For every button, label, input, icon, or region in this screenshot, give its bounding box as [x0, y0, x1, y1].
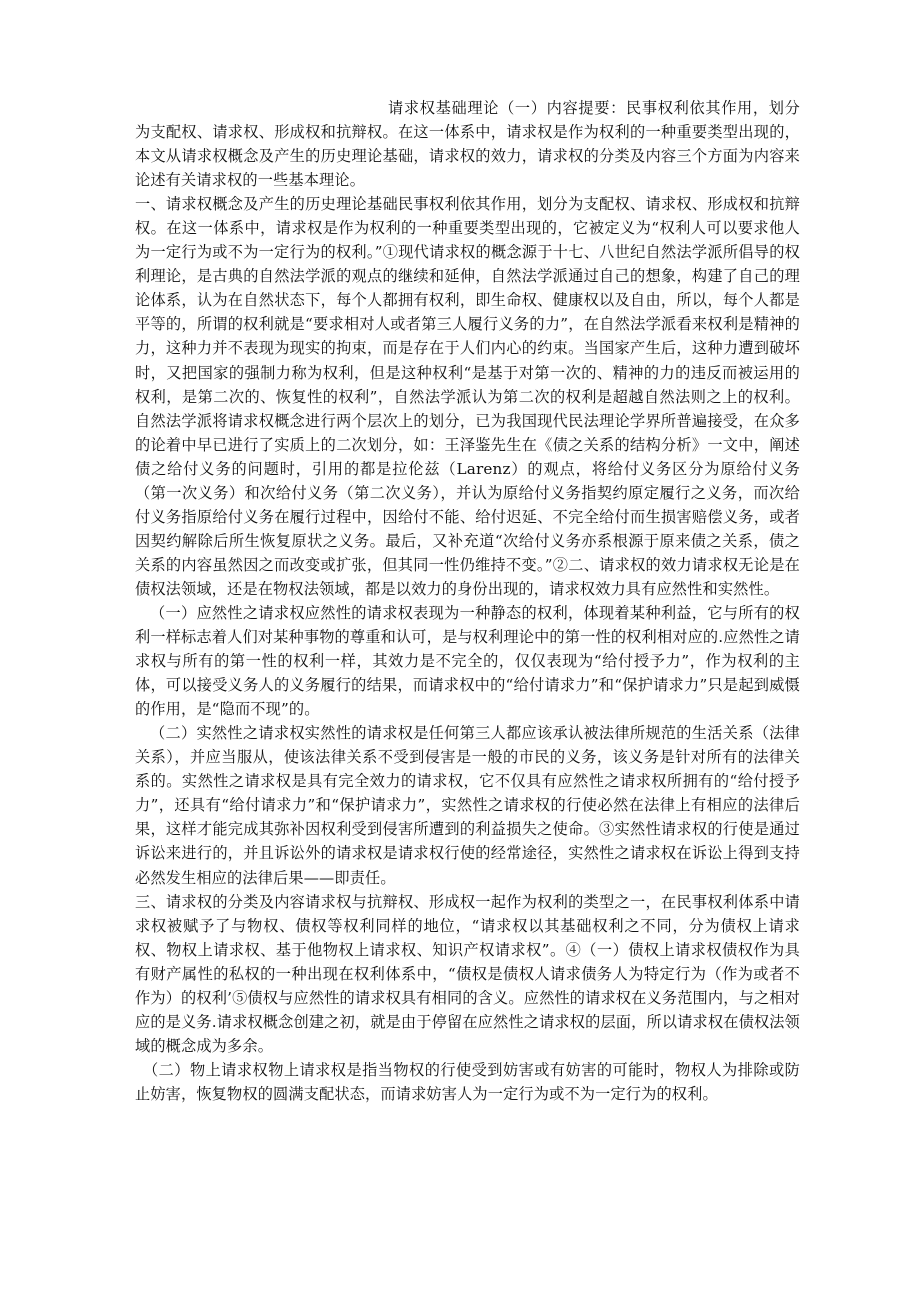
- subsection-property-paragraph: （二）物上请求权物上请求权是指当物权的行使受到妨害或有妨害的可能时，物权人为排除或防止妨害，恢复物权的圆满支配状态，而请求妨害人为一定行为或不为一定行为的权利。: [135, 1060, 800, 1103]
- intro-paragraph: 请求权基础理论（一）内容提要：民事权利依其作用，划分为支配权、请求权、形成权和抗辩权。在这一体系中，请求权是作为权利的一种重要类型出现的，本文从请求权概念及产生的历史理论基础，请求权的效力，请求权的分类及内容三个方面为内容来论述有关请求权的一些基本理论。: [135, 99, 800, 190]
- subsection-ought-paragraph: （一）应然性之请求权应然性的请求权表现为一种静态的权利，体现着某种利益，它与所有的权利一样标志着人们对某种事物的尊重和认可，是与权利理论中的第一性的权利相对应的.应然性之请求权与所有的第一性的权利一样，其效力是不完全的，仅仅表现为“给付授予力”，作为权利的主体，可以接受义务人的义务履行的结果，而请求权中的“给付请求力”和“保护请求力”只是起到威慑的作用，是“隐而不现”的。: [135, 603, 800, 719]
- document-body: [135, 96, 800, 1106]
- section-one-paragraph: 一、请求权概念及产生的历史理论基础民事权利依其作用，划分为支配权、请求权、形成权和抗辩权。在这一体系中，请求权是作为权利的一种重要类型出现的，它被定义为“权利人可以要求他人为一定行为或不为一定行为的权利。”①现代请求权的概念源于十七、八世纪自然法学派所倡导的权利理论，是古典的自然法学派的观点的继续和延伸，自然法学派通过自己的想象，构建了自己的理论体系，认为在自然状态下，每个人都拥有权利，即生命权、健康权以及自由，所以，每个人都是平等的，所谓的权利就是“要求相对人或者第三人履行义务的力”，在自然法学派看来权利是精神的力，这种力并不表现为现实的拘束，而是存在于人们内心的约束。当国家产生后，这种力遭到破坏时，又把国家的强制力称为权利，但是这种权利“是基于对第一次的、精神的力的违反而被运用的权利，是第二次的、恢复性的权利”，自然法学派认为第二次的权利是超越自然法则之上的权利。自然法学派将请求权概念进行两个层次上的划分，已为我国现代民法理论学界所普遍接受，在众多的论着中早已进行了实质上的二次划分，如：王泽鉴先生在《债之关系的结构分析》一文中，阐述债之给付义务的问题时，引用的都是拉伦兹（Larenz）的观点，将给付义务区分为原给付义务（第一次义务）和次给付义务（第二次义务），并认为原给付义务指契约原定履行之义务，而次给付义务指原给付义务在履行过程中，因给付不能、给付迟延、不完全给付而生损害赔偿义务，或者因契约解除后所生恢复原状之义务。最后，又补充道“次给付义务亦系根源于原来债之关系，债之关系的内容虽然因之而改变或扩张，但其同一性仍维持不变。”②二、请求权的效力请求权无论是在债权法领域，还是在物权法领域，都是以效力的身份出现的，请求权效力具有应然性和实然性。: [135, 195, 800, 598]
- section-three-paragraph: 三、请求权的分类及内容请求权与抗辩权、形成权一起作为权利的类型之一，在民事权利体系中请求权被赋予了与物权、债权等权利同样的地位，“请求权以其基础权利之不同，分为债权上请求权、物权上请求权、基于他物权上请求权、知识产权请求权”。④（一）债权上请求权债权作为具有财产属性的私权的一种出现在权利体系中，“债权是债权人请求债务人为特定行为（作为或者不作为）的权利’⑤债权与应然性的请求权具有相同的含义。应然性的请求权在义务范围内，与之相对应的是义务.请求权概念创建之初，就是由于停留在应然性之请求权的层面，所以请求权在债权法领域的概念成为多余。: [135, 892, 800, 1055]
- subsection-actual-paragraph: （二）实然性之请求权实然性的请求权是任何第三人都应该承认被法律所规范的生活关系（法律关系），并应当服从，使该法律关系不受到侵害是一般的市民的义务，该义务是针对所有的法律关系的。实然性之请求权是具有完全效力的请求权，它不仅具有应然性之请求权所拥有的“给付授予力”，还具有“给付请求力”和“保护请求力”，实然性之请求权的行使必然在法律上有相应的法律后果，这样才能完成其弥补因权利受到侵害所遭到的利益损失之使命。③实然性请求权的行使是通过诉讼来进行的，并且诉讼外的请求权是请求权行使的经常途径，实然性之请求权在诉讼上得到支持必然发生相应的法律后果——即责任。: [135, 724, 800, 887]
